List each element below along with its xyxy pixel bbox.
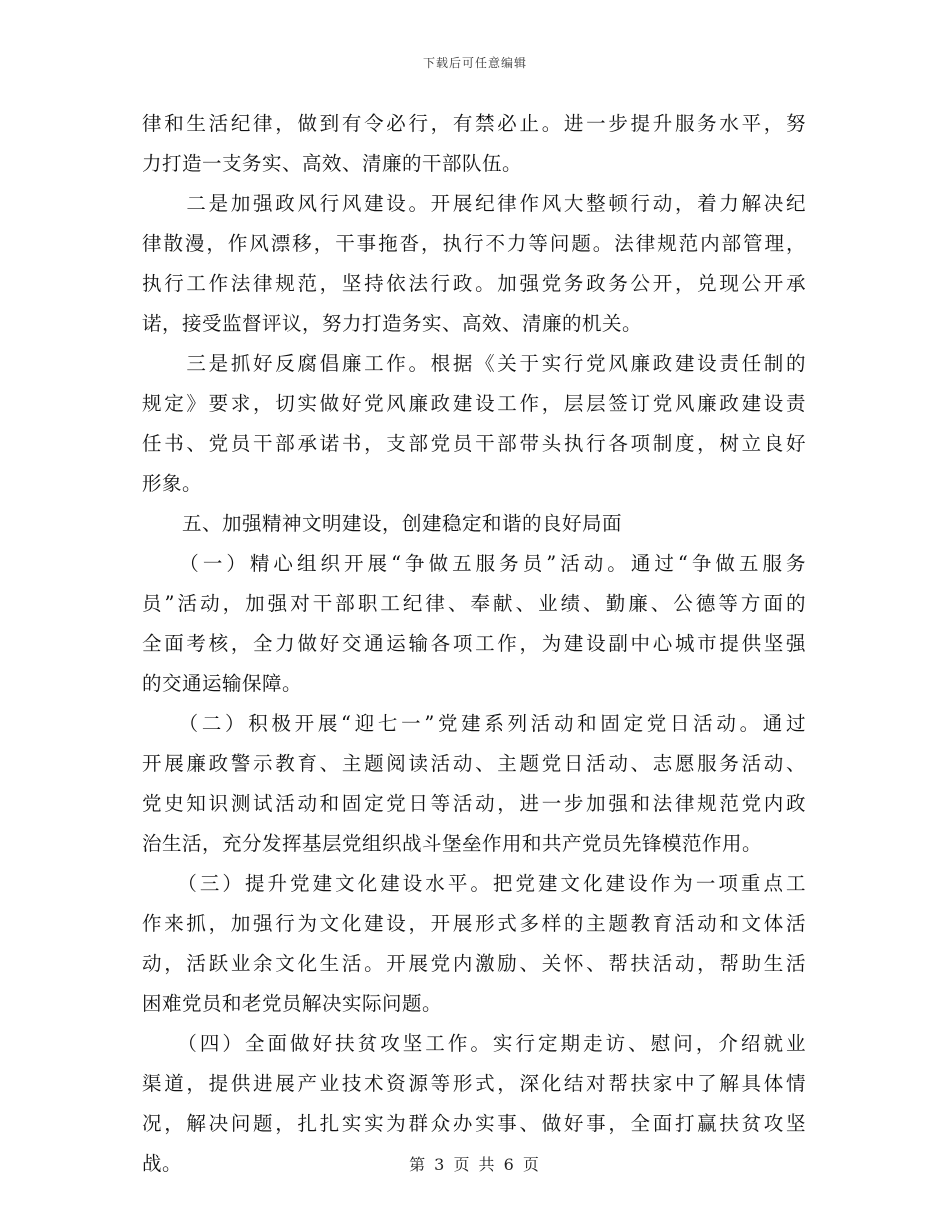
paragraph-line: 力打造一支务实、高效、清廉的干部队伍。 [142,152,523,175]
section-heading: 五、加强精神文明建设，创建稳定和谐的良好局面 [142,512,623,535]
paragraph-line: 开展廉政警示教育、主题阅读活动、主题党日活动、志愿服务活动、 [142,752,806,775]
paragraph-line: 三是抓好反腐倡廉工作。根据《关于实行党风廉政建设责任制的 [142,352,806,375]
paragraph-line: 的交通运输保障。 [142,672,303,695]
paragraph-line: 执行工作法律规范，坚持依法行政。加强党务政务公开，兑现公开承 [142,272,806,295]
paragraph-line: （四）全面做好扶贫攻坚工作。实行定期走访、慰问，介绍就业 [142,1032,806,1055]
paragraph-line: 战。 [142,1152,183,1175]
paragraph-line: （二）积极开展“迎七一”党建系列活动和固定党日活动。通过 [142,712,806,735]
paragraph-line: 作来抓，加强行为文化建设，开展形式多样的主题教育活动和文体活 [142,912,806,935]
paragraph-line: 员”活动，加强对干部职工纪律、奉献、业绩、勤廉、公德等方面的 [142,592,806,615]
paragraph-line: 全面考核，全力做好交通运输各项工作，为建设副中心城市提供坚强 [142,632,806,655]
paragraph-line: 困难党员和老党员解决实际问题。 [142,992,443,1015]
paragraph-line: 党史知识测试活动和固定党日等活动，进一步加强和法律规范党内政 [142,792,806,815]
paragraph-line: 况，解决问题，扎扎实实为群众办实事、做好事，全面打赢扶贫攻坚 [142,1112,806,1135]
paragraph-line: 律散漫，作风漂移，干事拖沓，执行不力等问题。法律规范内部管理， [142,232,806,255]
paragraph-line: 治生活，充分发挥基层党组织战斗堡垒作用和共产党员先锋模范作用。 [142,832,763,855]
paragraph-line: 动，活跃业余文化生活。开展党内激励、关怀、帮扶活动，帮助生活 [142,952,806,975]
page-number: 第 3 页 共 6 页 [409,1155,541,1174]
paragraph-line: 渠道，提供进展产业技术资源等形式，深化结对帮扶家中了解具体情 [142,1072,806,1095]
paragraph-line: （一）精心组织开展“争做五服务员”活动。通过“争做五服务 [142,552,806,575]
paragraph-line: 规定》要求，切实做好党风廉政建设工作，层层签订党风廉政建设责 [142,392,806,415]
paragraph-line: 律和生活纪律，做到有令必行，有禁必止。进一步提升服务水平，努 [142,112,806,135]
paragraph-line: 二是加强政风行风建设。开展纪律作风大整顿行动，着力解决纪 [142,192,806,215]
paragraph-line: （三）提升党建文化建设水平。把党建文化建设作为一项重点工 [142,872,806,895]
document-body [142,104,806,1184]
paragraph-line: 形象。 [142,472,203,495]
paragraph-line: 诺，接受监督评议，努力打造务实、高效、清廉的机关。 [142,312,643,335]
page-header: 下载后可任意编辑 [422,56,527,70]
paragraph-line: 任书、党员干部承诺书，支部党员干部带头执行各项制度，树立良好 [142,432,806,455]
